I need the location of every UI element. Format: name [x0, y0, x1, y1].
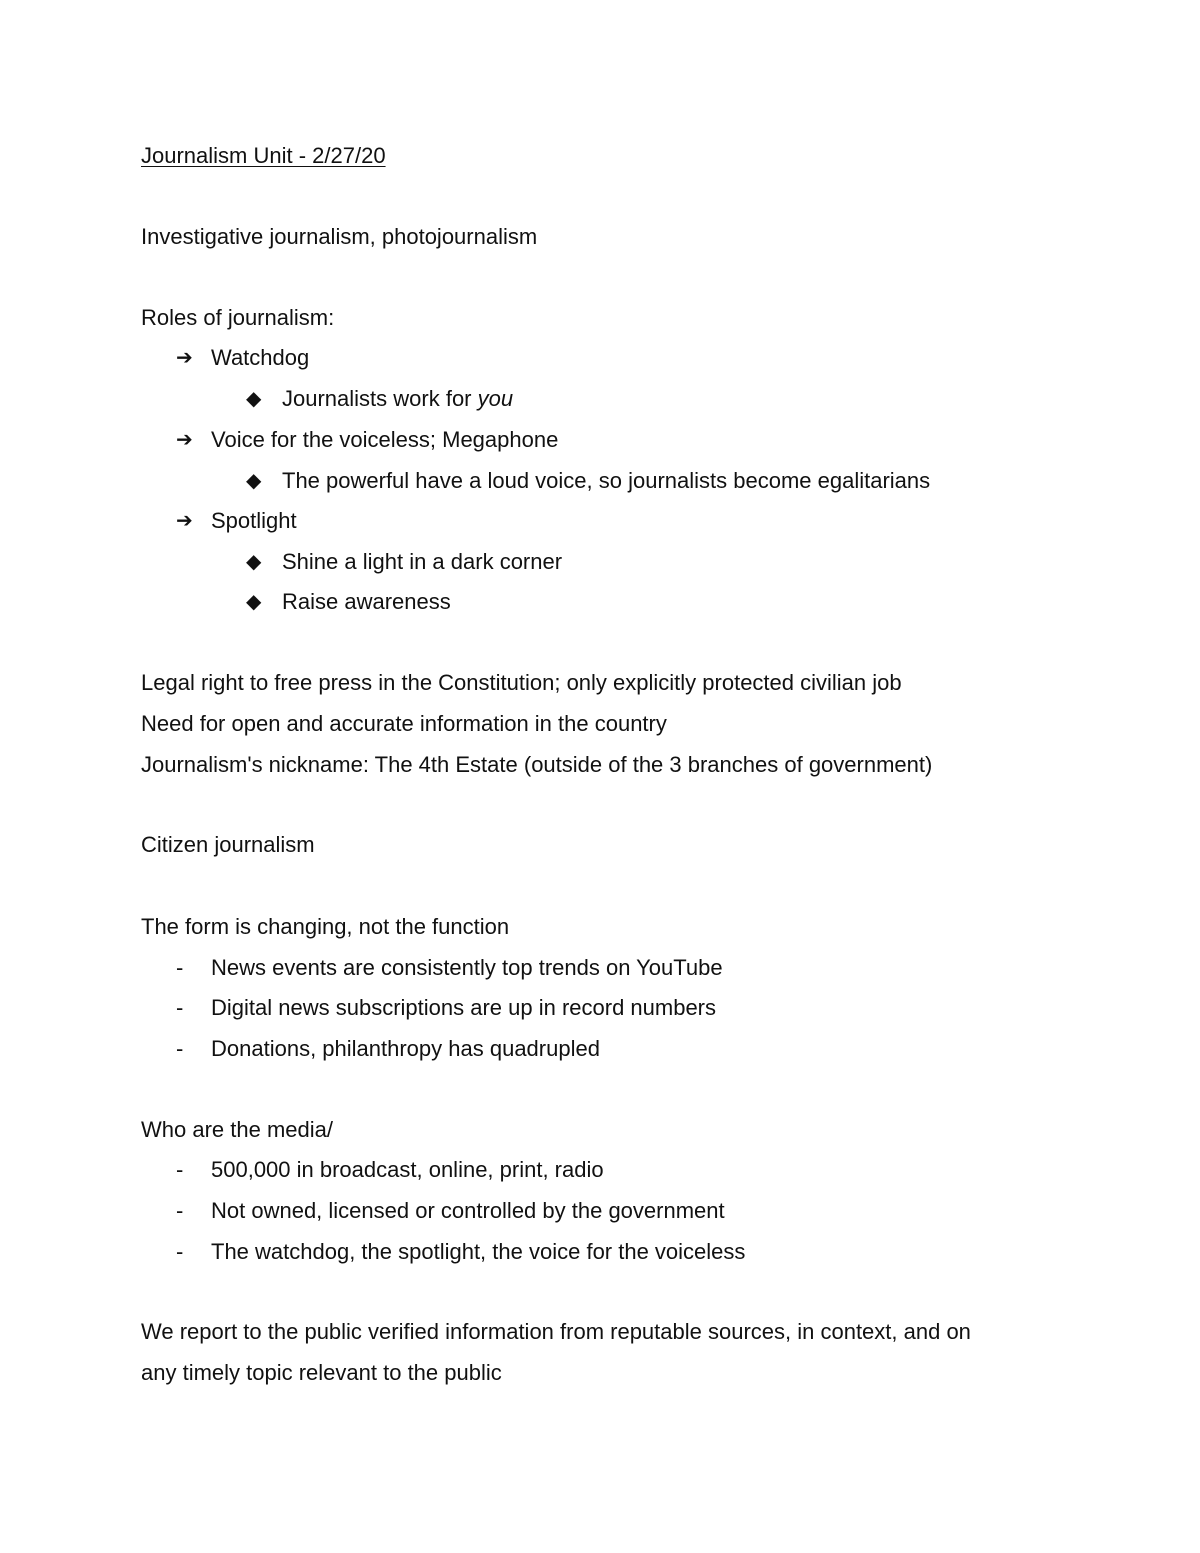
citizen-journalism-line: Citizen journalism: [141, 832, 315, 857]
media-heading: Who are the media/: [141, 1117, 333, 1142]
closing-line: We report to the public verified information from reputable sources, in context, and on: [141, 1319, 971, 1344]
list-item: Donations, philanthropy has quadrupled: [211, 1036, 600, 1061]
topics-line: Investigative journalism, photojournalism: [141, 224, 538, 249]
dash-bullet-icon: -: [176, 955, 184, 980]
role-item: Spotlight: [211, 508, 297, 533]
role-item: Watchdog: [211, 345, 310, 370]
dash-bullet-icon: -: [176, 995, 184, 1020]
subpoint-text: Journalists work for: [282, 386, 478, 411]
emphasized-text: you: [477, 386, 514, 411]
list-item: News events are consistently top trends on YouTube: [211, 955, 723, 980]
role-subpoint: The powerful have a loud voice, so journalists become egalitarians: [282, 468, 931, 493]
arrow-bullet-icon: ➔: [176, 510, 193, 532]
role-subpoint: [282, 385, 513, 413]
fact-line: Need for open and accurate information in the country: [141, 711, 667, 736]
list-item: The watchdog, the spotlight, the voice for the voiceless: [211, 1239, 746, 1264]
role-subpoint: Raise awareness: [282, 589, 451, 614]
dash-bullet-icon: -: [176, 1198, 184, 1223]
diamond-bullet-icon: ◆: [246, 470, 262, 492]
list-item: Not owned, licensed or controlled by the government: [211, 1198, 725, 1223]
fact-line: Legal right to free press in the Constitution; only explicitly protected civilian job: [141, 670, 902, 695]
arrow-bullet-icon: ➔: [176, 347, 193, 369]
dash-bullet-icon: -: [176, 1157, 184, 1182]
form-heading: The form is changing, not the function: [141, 914, 510, 939]
closing-line: any timely topic relevant to the public: [141, 1360, 502, 1385]
dash-bullet-icon: -: [176, 1036, 184, 1061]
list-item: Digital news subscriptions are up in record numbers: [211, 995, 717, 1020]
arrow-bullet-icon: ➔: [176, 429, 193, 451]
diamond-bullet-icon: ◆: [246, 551, 262, 573]
fact-line: Journalism's nickname: The 4th Estate (outside of the 3 branches of government): [141, 752, 933, 777]
document-title: Journalism Unit - 2/27/20: [141, 143, 386, 168]
list-item: 500,000 in broadcast, online, print, radio: [211, 1157, 604, 1182]
role-item: Voice for the voiceless; Megaphone: [211, 427, 559, 452]
roles-heading: Roles of journalism:: [141, 305, 335, 330]
dash-bullet-icon: -: [176, 1239, 184, 1264]
role-subpoint: Shine a light in a dark corner: [282, 549, 563, 574]
diamond-bullet-icon: ◆: [246, 591, 262, 613]
diamond-bullet-icon: ◆: [246, 388, 262, 410]
